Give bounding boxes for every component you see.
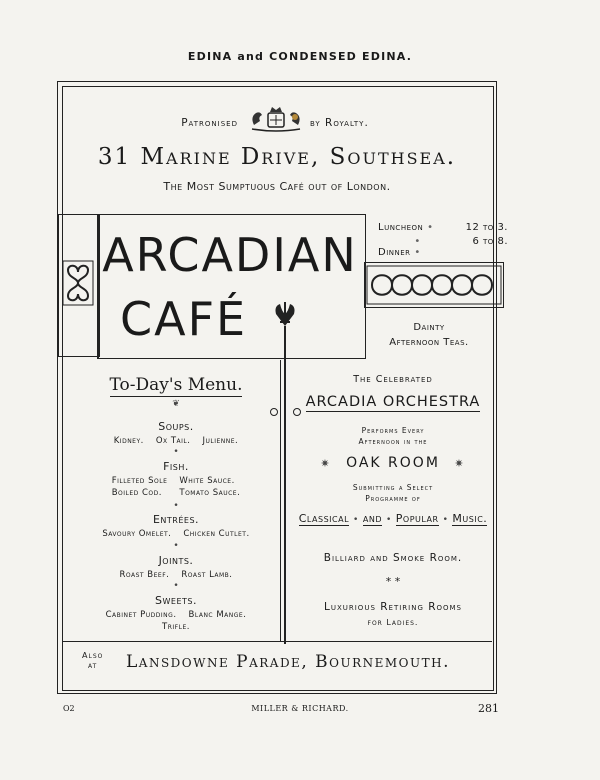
star-divider: * * [385, 575, 401, 588]
dot-ornament-icon: • [173, 581, 179, 591]
flourish-icon: ❦ [172, 399, 180, 409]
also-at [82, 651, 103, 671]
submitting-line2: Programme of [365, 494, 421, 503]
menu-item: Roast Beef. [119, 570, 170, 580]
menu-item: Savoury Omelet. [102, 529, 172, 539]
scroll-ornament-icon [270, 408, 278, 416]
performs-line2: Afternoon in the [358, 437, 428, 446]
menu-item: Tomato Sauce. [179, 488, 241, 498]
menu-item: Kidney. [113, 436, 144, 446]
menu-item: White Sauce. [179, 476, 235, 486]
dot-ornament-icon: • [173, 501, 179, 511]
performs-text [294, 425, 492, 447]
menu-column-rule [280, 360, 281, 642]
luncheon-hours: Luncheon • 12 to 3. [378, 222, 508, 233]
sweets-items [70, 609, 282, 633]
course-fish: Fish. [163, 460, 189, 473]
luncheon-time: 12 to 3. [465, 222, 508, 233]
branch-rule [62, 641, 492, 642]
sparkle-icon: ✷ [320, 457, 332, 470]
course-joints: Joints. [158, 554, 194, 567]
royalty-text: by Royalty. [309, 117, 369, 129]
luncheon-label: Luncheon [378, 222, 424, 233]
orchestra-intro: The Celebrated [353, 374, 433, 385]
menu-item: Cabinet Pudding. [105, 610, 177, 620]
dinner-time: 6 to 8. [472, 236, 508, 247]
orchestra-name-text: ARCADIA ORCHESTRA [305, 394, 481, 410]
joints-items [70, 569, 282, 581]
menu-title-text: To-Day's Menu. [109, 375, 243, 395]
menu-item: Trifle. [162, 622, 190, 632]
cafe-tagline: The Most Sumptuous Café out of London. [163, 180, 391, 193]
entrees-items [70, 528, 282, 540]
retiring-rooms: Luxurious Retiring Rooms [323, 601, 463, 613]
celtic-knot-icon [62, 260, 94, 306]
menu-item: Ox Tail. [155, 436, 191, 446]
for-ladies: for Ladies. [367, 618, 419, 627]
royal-crest-icon [248, 103, 304, 133]
and-text: and [362, 512, 382, 525]
afternoon-teas [364, 320, 494, 350]
course-sweets: Sweets. [155, 594, 197, 607]
submitting-line1: Submitting a Select [352, 483, 434, 492]
cafe-name-line1: ARCADIAN [102, 228, 358, 282]
submitting-text [294, 482, 492, 504]
soups-items [70, 435, 282, 447]
menu-item: Boiled Cod. [111, 488, 162, 498]
menu-item: Filleted Sole [111, 476, 168, 486]
menu-item: Roast Lamb. [181, 570, 233, 580]
dot-ornament-icon: • [173, 541, 179, 551]
music-text: Music. [452, 512, 488, 525]
performs-line1: Performs Every [361, 426, 425, 435]
dot-ornament-icon: • [173, 447, 179, 457]
cafe-address: 31 Marine Drive, Southsea. [97, 144, 457, 170]
page-header: EDINA and CONDENSED EDINA. [187, 50, 413, 63]
patronised-text: Patronised [181, 117, 238, 129]
also-line1: Also [82, 651, 104, 660]
menu-item: Julienne. [202, 436, 239, 446]
classical-text: Classical [298, 512, 350, 525]
branch-location: Lansdowne Parade, Bournemouth. [126, 652, 450, 672]
divider-stem [284, 326, 286, 644]
teas-line2: Afternoon Teas. [389, 337, 469, 348]
teas-line1: Dainty [413, 322, 445, 333]
signature-mark: O2 [63, 704, 75, 713]
page-number: 281 [478, 702, 499, 715]
menu-title [70, 375, 282, 395]
music-programme: Classical • and • Popular • Music. [298, 512, 488, 525]
course-entrees: Entrées. [152, 513, 200, 526]
oak-room-text: OAK ROOM [346, 455, 440, 471]
sparkle-icon: ✷ [454, 457, 466, 470]
fish-items [70, 475, 282, 499]
menu-item: Chicken Cutlet. [183, 529, 250, 539]
course-soups: Soups. [158, 420, 194, 433]
oak-room [294, 455, 492, 471]
popular-text: Popular [395, 512, 439, 525]
cafe-name-line2: CAFÉ [120, 292, 248, 346]
menu-item: Blanc Mange. [188, 610, 247, 620]
billiard-room: Billiard and Smoke Room. [323, 552, 463, 564]
also-line2: at [88, 661, 98, 670]
printer-credit: MILLER & RICHARD. [251, 704, 349, 713]
dinner-label: Dinner [378, 247, 411, 258]
lotus-ornament-icon [272, 300, 298, 328]
dinner-hours: Dinner• • 6 to 8. [378, 236, 508, 258]
celtic-band-icon [364, 262, 504, 308]
orchestra-name [294, 394, 492, 410]
